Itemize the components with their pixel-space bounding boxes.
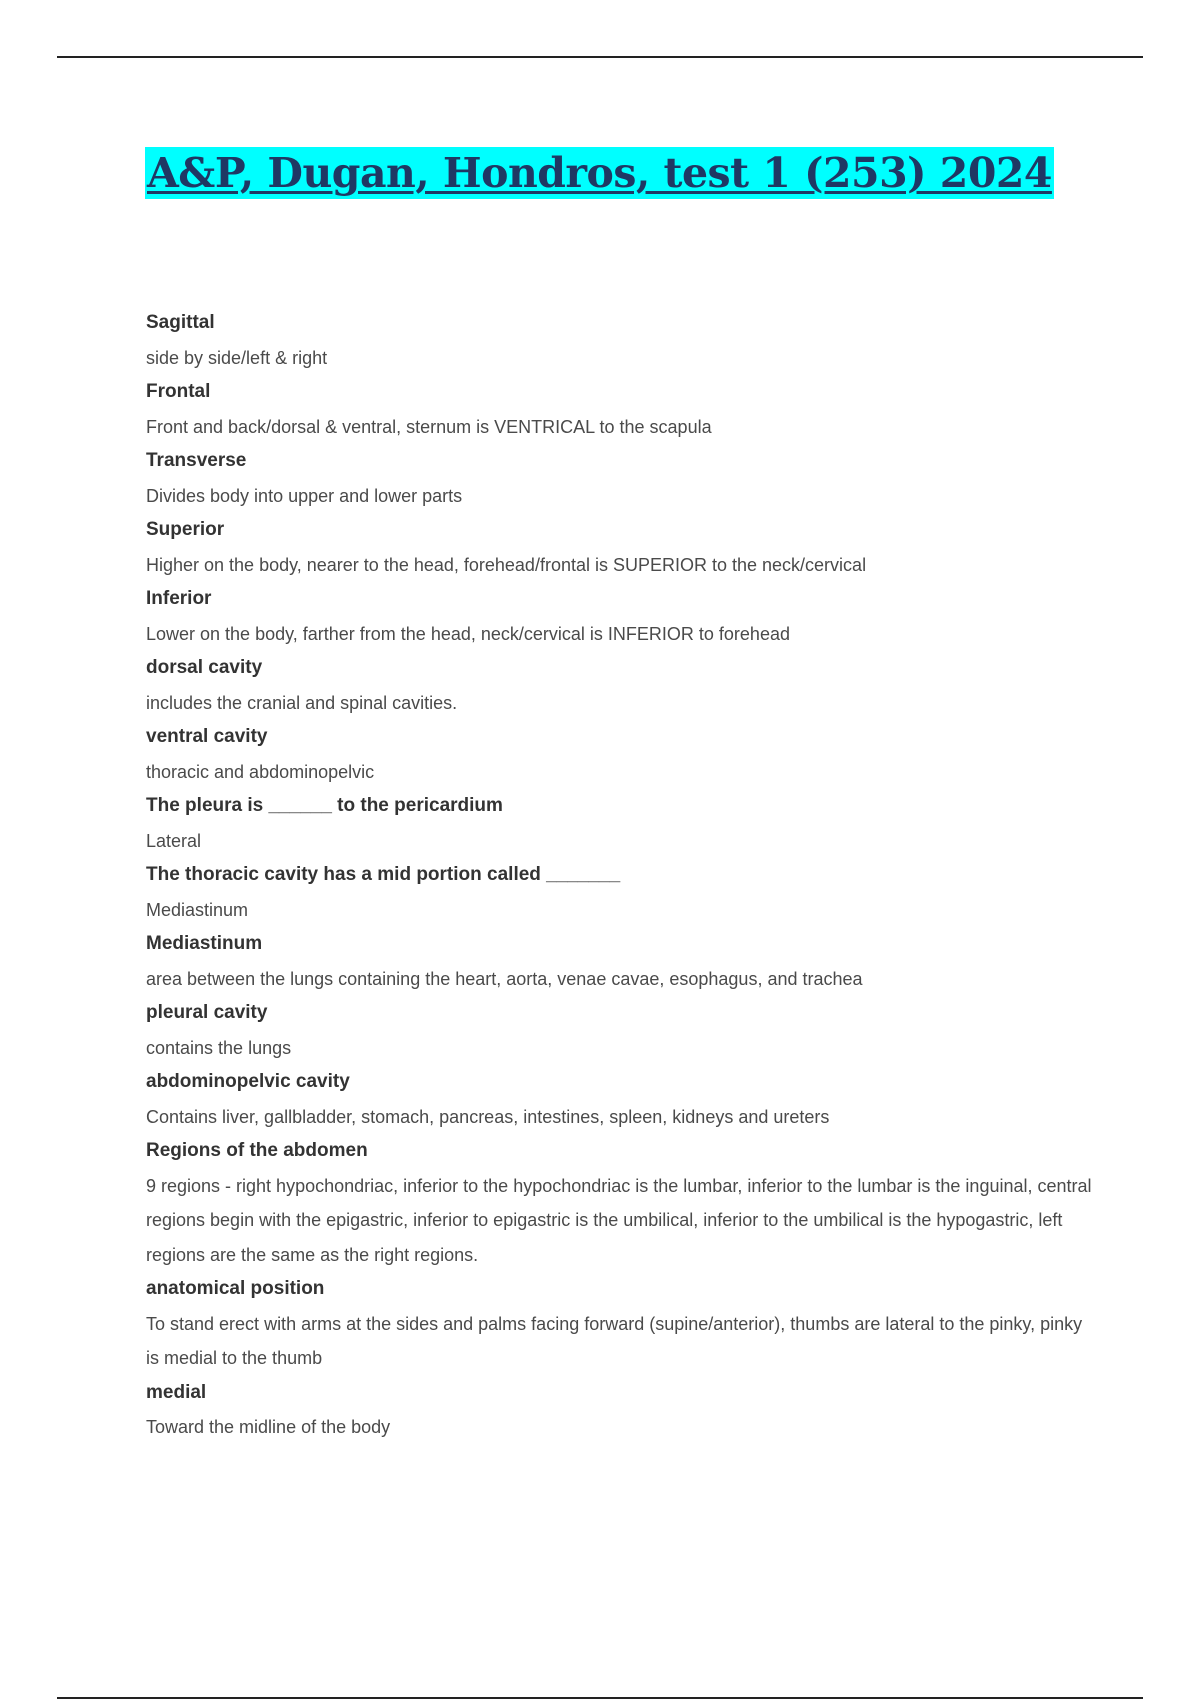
term: Transverse bbox=[146, 450, 247, 471]
flashcard-item bbox=[146, 306, 1096, 375]
flashcard-item bbox=[146, 1272, 1096, 1376]
definition: 9 regions - right hypochondriac, inferior to the hypochondriac is the lumbar, inferior to the lumbar is the inguinal, central regions begin with the epigastric, inferior to epigastric is the umbilical, inferior to the umbilical is the hypogastric, left regions are the same as the right regions. bbox=[146, 1175, 1092, 1265]
flashcard-item bbox=[146, 927, 1096, 996]
flashcard-item bbox=[146, 1065, 1096, 1134]
term: Frontal bbox=[146, 381, 211, 402]
definition: To stand erect with arms at the sides and palms facing forward (supine/anterior), thumbs are lateral to the pinky, pinky is medial to the thumb bbox=[146, 1313, 1083, 1368]
term: Sagittal bbox=[146, 312, 215, 333]
definition: Lower on the body, farther from the head, neck/cervical is INFERIOR to forehead bbox=[146, 623, 790, 644]
definition: Contains liver, gallbladder, stomach, pancreas, intestines, spleen, kidneys and ureters bbox=[146, 1106, 830, 1127]
flashcard-item bbox=[146, 375, 1096, 444]
term: abdominopelvic cavity bbox=[146, 1071, 350, 1092]
definition: thoracic and abdominopelvic bbox=[146, 761, 375, 782]
document-title: A&P, Dugan, Hondros, test 1 (253) 2024 bbox=[147, 149, 1052, 197]
flashcard-item bbox=[146, 789, 1096, 858]
flashcard-item bbox=[146, 720, 1096, 789]
term: anatomical position bbox=[146, 1278, 325, 1299]
flashcard-list bbox=[146, 306, 1096, 1445]
definition: Higher on the body, nearer to the head, forehead/frontal is SUPERIOR to the neck/cervical bbox=[146, 554, 867, 575]
term: pleural cavity bbox=[146, 1002, 268, 1023]
footer-rule bbox=[57, 1697, 1143, 1699]
term: medial bbox=[146, 1381, 207, 1403]
flashcard-item bbox=[146, 582, 1096, 651]
definition: Toward the midline of the body bbox=[146, 1417, 391, 1437]
definition: includes the cranial and spinal cavities. bbox=[146, 692, 458, 713]
term: Inferior bbox=[146, 588, 212, 609]
definition: Mediastinum bbox=[146, 899, 249, 920]
definition: Lateral bbox=[146, 830, 202, 851]
term: Regions of the abdomen bbox=[146, 1140, 368, 1161]
definition: Front and back/dorsal & ventral, sternum is VENTRICAL to the scapula bbox=[146, 416, 712, 437]
title-block bbox=[145, 147, 1054, 199]
term: ventral cavity bbox=[146, 726, 268, 747]
definition: Divides body into upper and lower parts bbox=[146, 485, 463, 506]
header-rule bbox=[57, 56, 1143, 58]
term: The thoracic cavity has a mid portion called _______ bbox=[146, 864, 621, 885]
definition: contains the lungs bbox=[146, 1037, 292, 1058]
flashcard-item bbox=[146, 1376, 1096, 1445]
flashcard-item bbox=[146, 996, 1096, 1065]
definition: side by side/left & right bbox=[146, 347, 328, 368]
term: dorsal cavity bbox=[146, 657, 263, 678]
flashcard-item bbox=[146, 651, 1096, 720]
term: The pleura is ______ to the pericardium bbox=[146, 795, 503, 816]
flashcard-item bbox=[146, 513, 1096, 582]
flashcard-item bbox=[146, 1134, 1096, 1272]
definition: area between the lungs containing the heart, aorta, venae cavae, esophagus, and trachea bbox=[146, 968, 863, 989]
term: Superior bbox=[146, 519, 225, 540]
flashcard-item bbox=[146, 858, 1096, 927]
flashcard-item bbox=[146, 444, 1096, 513]
term: Mediastinum bbox=[146, 933, 263, 954]
